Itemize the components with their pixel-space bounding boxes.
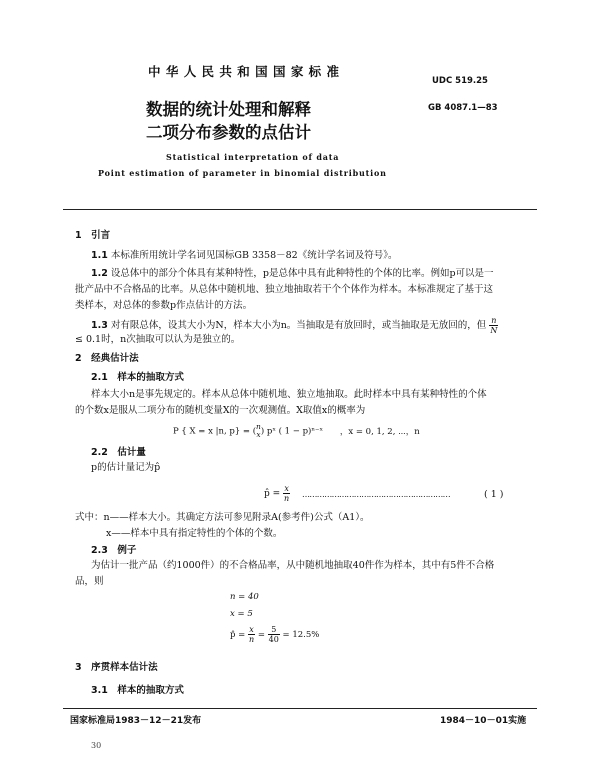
five-over-forty-fraction: $\frac{5}{40}$ bbox=[268, 625, 279, 644]
clause-number: 1.2 bbox=[91, 268, 108, 279]
section-3-heading: 3 序贯样本估计法 bbox=[75, 662, 158, 673]
header-divider bbox=[63, 209, 537, 210]
equation-1-estimator: p̂ = $\frac{x}{n}$ bbox=[264, 484, 290, 503]
section-2-2-line1: p的估计量记为p̂ bbox=[91, 462, 161, 473]
x-over-n-fraction: $\frac{x}{n}$ bbox=[284, 484, 290, 503]
equation-leader-dots: …………………………………………………… bbox=[302, 490, 451, 499]
paragraph-1-2-line1 bbox=[91, 267, 494, 281]
section-2-3-line1: 为估计一批产品（约1000件）的不合格品率，从中随机地抽取40件作为样本，其中有5件不合格 bbox=[91, 560, 495, 571]
english-title-line1: Statistical interpretation of data bbox=[166, 152, 340, 162]
paragraph-1-1 bbox=[91, 249, 397, 263]
section-2-1-heading: 2.1 样本的抽取方式 bbox=[91, 372, 184, 383]
clause-text: 对有限总体，设其大小为N，样本大小为n。当抽取是有放回时，或当抽取是无放回的，但 bbox=[110, 320, 487, 331]
document-title-line2: 二项分布参数的点估计 bbox=[146, 123, 311, 142]
clause-number: 1.1 bbox=[91, 250, 108, 261]
clause-number: 1.3 bbox=[91, 320, 108, 331]
example-n-value: n = 40 bbox=[230, 592, 259, 602]
gb-number: GB 4087.1—83 bbox=[428, 103, 498, 113]
section-2-3-heading: 2.3 例子 bbox=[91, 545, 137, 556]
where-line1: 式中：n——样本大小。其确定方法可参见附录A(参考件)公式（A1）。 bbox=[75, 512, 370, 523]
equation-binomial-probability: P { X = x |n, p} = ( n x ) pˣ ( 1 − p)ⁿ⁻ˣ ，x = 0, 1, 2, ⋯，n bbox=[173, 422, 420, 439]
english-title-line2: Point estimation of parameter in binomial distribution bbox=[98, 168, 387, 178]
n-over-N-fraction: $\frac{n}{N}$ bbox=[490, 316, 498, 335]
section-1-heading: 1 引言 bbox=[75, 230, 111, 241]
document-title-line1: 数据的统计处理和解释 bbox=[146, 100, 311, 119]
udc-number: UDC 519.25 bbox=[432, 76, 488, 86]
issue-date: 国家标准局1983－12－21发布 bbox=[70, 716, 202, 726]
effective-date: 1984－10－01实施 bbox=[440, 716, 527, 726]
paragraph-1-2-line3: 类样本，对总体的参数p作点估计的方法。 bbox=[75, 300, 253, 311]
section-2-1-line2: 的个数x是服从二项分布的随机变量X的一次观测值。X取值x的概率为 bbox=[75, 405, 366, 416]
example-x-value: x = 5 bbox=[230, 609, 253, 619]
clause-text: 本标准所用统计学名词见国标GB 3358－82《统计学名词及符号》。 bbox=[110, 250, 398, 261]
footer-divider bbox=[63, 708, 537, 709]
section-3-1-heading: 3.1 样本的抽取方式 bbox=[91, 685, 184, 696]
equation-number: ( 1 ) bbox=[484, 489, 504, 500]
paragraph-1-2-line2: 批产品中不合格品的比率。从总体中随机地、独立地抽取若干个个体作为样本。本标准规定了基于这 bbox=[75, 284, 494, 295]
x-over-n-fraction: $\frac{x}{n}$ bbox=[248, 625, 255, 644]
section-2-1-line1: 样本大小n是事先规定的。样本从总体中随机地、独立地抽取。此时样本中具有某种特性的个体 bbox=[91, 389, 487, 400]
clause-text: 设总体中的部分个体具有某种特性，p是总体中具有此种特性的个体的比率。例如p可以是一 bbox=[110, 268, 494, 279]
section-2-heading: 2 经典估计法 bbox=[75, 353, 139, 364]
section-2-3-line2: 品，则 bbox=[75, 576, 104, 587]
page-number: 30 bbox=[91, 741, 102, 750]
standard-category: 中 华 人 民 共 和 国 国 家 标 准 bbox=[148, 64, 340, 79]
example-p-estimate: p̂ = $\frac{x}{n}$ = $\frac{5}{40}$ = 12.5% bbox=[230, 625, 320, 644]
where-line2: x——样本中具有指定特性的个体的个数。 bbox=[106, 528, 283, 539]
paragraph-1-3-line2: ≤ 0.1时，n次抽取可以认为是独立的。 bbox=[75, 334, 241, 345]
section-2-2-heading: 2.2 估计量 bbox=[91, 447, 146, 458]
